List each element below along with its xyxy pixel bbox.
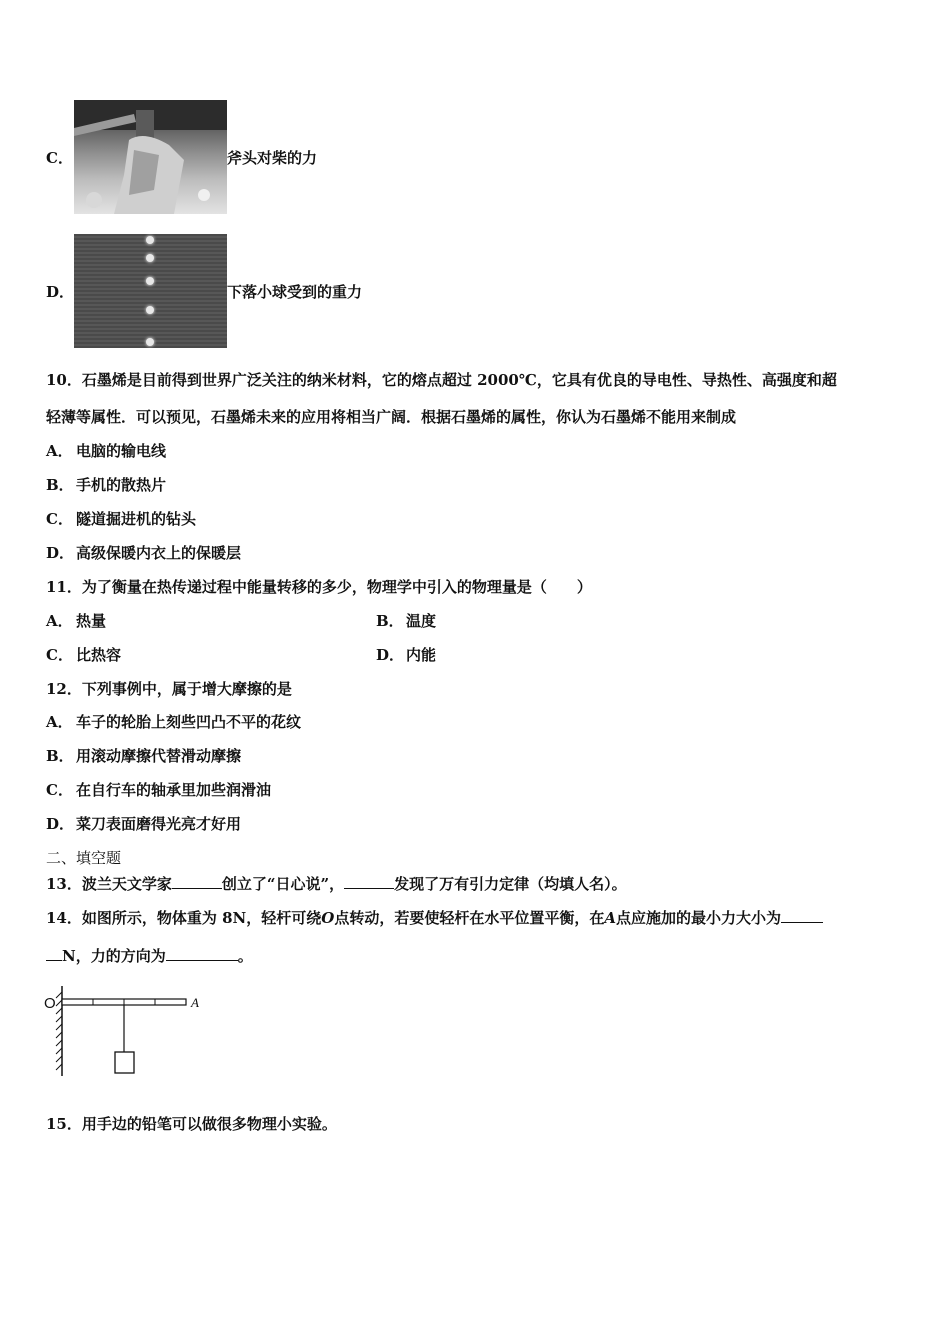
q9-option-d[interactable] xyxy=(46,234,362,348)
option-letter: B． xyxy=(46,476,74,494)
q12-option-b[interactable] xyxy=(46,746,241,766)
option-text: 车子的轮胎上刻些凹凸不平的花纹 xyxy=(76,713,302,731)
option-text: 电脑的输电线 xyxy=(76,442,167,460)
q12-option-c[interactable] xyxy=(46,780,271,800)
option-letter: C． xyxy=(46,646,73,664)
option-letter: C． xyxy=(46,781,73,799)
q14-blank-1a[interactable] xyxy=(781,907,823,923)
q10-option-a[interactable] xyxy=(46,441,166,461)
q12-option-d[interactable] xyxy=(46,814,241,834)
option-text: 热量 xyxy=(76,612,107,630)
q11-option-d[interactable] xyxy=(376,645,436,665)
pivot-o-label: O xyxy=(44,995,56,1012)
q9-option-c-text: 斧头对柴的力 xyxy=(227,148,318,167)
q14-blank-2[interactable] xyxy=(166,945,238,961)
section-title: 二、填空题 xyxy=(46,849,122,867)
option-letter: A． xyxy=(46,612,73,630)
q14-blank-1b[interactable] xyxy=(46,945,62,961)
q14-text-3: 点应施加的最小力大小为 xyxy=(615,909,781,927)
option-letter: D． xyxy=(46,282,75,301)
q14-text-2: 点转动，若要使轻杆在水平位置平衡，在 xyxy=(334,909,605,927)
option-letter: D． xyxy=(46,544,75,562)
q15-stem: 15．用手边的铅笔可以做很多物理小实验。 xyxy=(46,1115,337,1133)
q14-stem-line2 xyxy=(46,945,253,966)
ball-image-5 xyxy=(146,338,154,346)
q14-a-label: A xyxy=(604,909,616,927)
q9-option-c[interactable] xyxy=(46,100,317,214)
option-text: 用滚动摩擦代替滑动摩擦 xyxy=(76,747,242,765)
q14-text-4: N，力的方向为 xyxy=(62,947,166,965)
option-text: 在自行车的轴承里加些润滑油 xyxy=(76,781,272,799)
option-text: 手机的散热片 xyxy=(76,476,167,494)
q13-text-3: 发现了万有引力定律（均填人名）。 xyxy=(394,875,627,893)
lever-diagram xyxy=(42,984,212,1080)
q11-option-a[interactable] xyxy=(46,611,106,631)
q13-blank-1[interactable] xyxy=(172,873,222,889)
q10-option-b[interactable] xyxy=(46,475,166,495)
q10-stem-line2: 轻薄等属性．可以预见，石墨烯未来的应用将相当广阔．根据石墨烯的属性，你认为石墨烯不能用来制成 xyxy=(46,408,737,426)
q10-option-d[interactable] xyxy=(46,543,241,563)
q14-text-5: 。 xyxy=(237,947,253,965)
q12-option-a[interactable] xyxy=(46,712,301,732)
q12-stem: 12．下列事例中，属于增大摩擦的是 xyxy=(46,680,292,698)
ball-image-3 xyxy=(146,277,154,285)
q11-stem: 11．为了衡量在热传递过程中能量转移的多少，物理学中引入的物理量是（ ） xyxy=(46,578,592,596)
q14-text-1: 14．如图所示，物体重为 8N，轻杆可绕 xyxy=(46,909,322,927)
option-text: 比热容 xyxy=(76,646,122,664)
ball-image-4 xyxy=(146,306,154,314)
option-letter: B． xyxy=(46,747,74,765)
option-text: 高级保暖内衣上的保暖层 xyxy=(76,544,242,562)
q10-stem-line1: 10．石墨烯是目前得到世界广泛关注的纳米材料，它的熔点超过 2000℃，它具有优良的导电性、导热性、高强度和超 xyxy=(46,371,837,389)
ball-image-2 xyxy=(146,254,154,262)
ball-image-1 xyxy=(146,236,154,244)
option-letter: C． xyxy=(46,148,73,167)
option-letter: D． xyxy=(46,815,75,833)
q13-stem xyxy=(46,873,627,894)
option-letter: D． xyxy=(376,646,405,664)
q13-blank-2[interactable] xyxy=(344,873,394,889)
q11-option-b[interactable] xyxy=(376,611,436,631)
option-letter: C． xyxy=(46,510,73,528)
option-text: 菜刀表面磨得光亮才好用 xyxy=(76,815,242,833)
end-a-label: A xyxy=(191,995,199,1010)
q14-o-label: O xyxy=(321,909,335,927)
option-letter: A． xyxy=(46,713,73,731)
axe-chopping-wood-photo xyxy=(74,100,227,214)
q10-option-c[interactable] xyxy=(46,509,196,529)
option-text: 隧道掘进机的钻头 xyxy=(76,510,197,528)
q13-text-1: 13．波兰天文学家 xyxy=(46,875,172,893)
q13-text-2: 创立了“日心说”， xyxy=(221,875,345,893)
option-letter: A． xyxy=(46,442,73,460)
q11-option-c[interactable] xyxy=(46,645,121,665)
falling-ball-strobe-photo xyxy=(74,234,227,348)
q14-stem-line1 xyxy=(46,907,823,928)
option-letter: B． xyxy=(376,612,404,630)
option-text: 温度 xyxy=(406,612,437,630)
option-text: 内能 xyxy=(406,646,437,664)
q9-option-d-text: 下落小球受到的重力 xyxy=(227,282,363,301)
